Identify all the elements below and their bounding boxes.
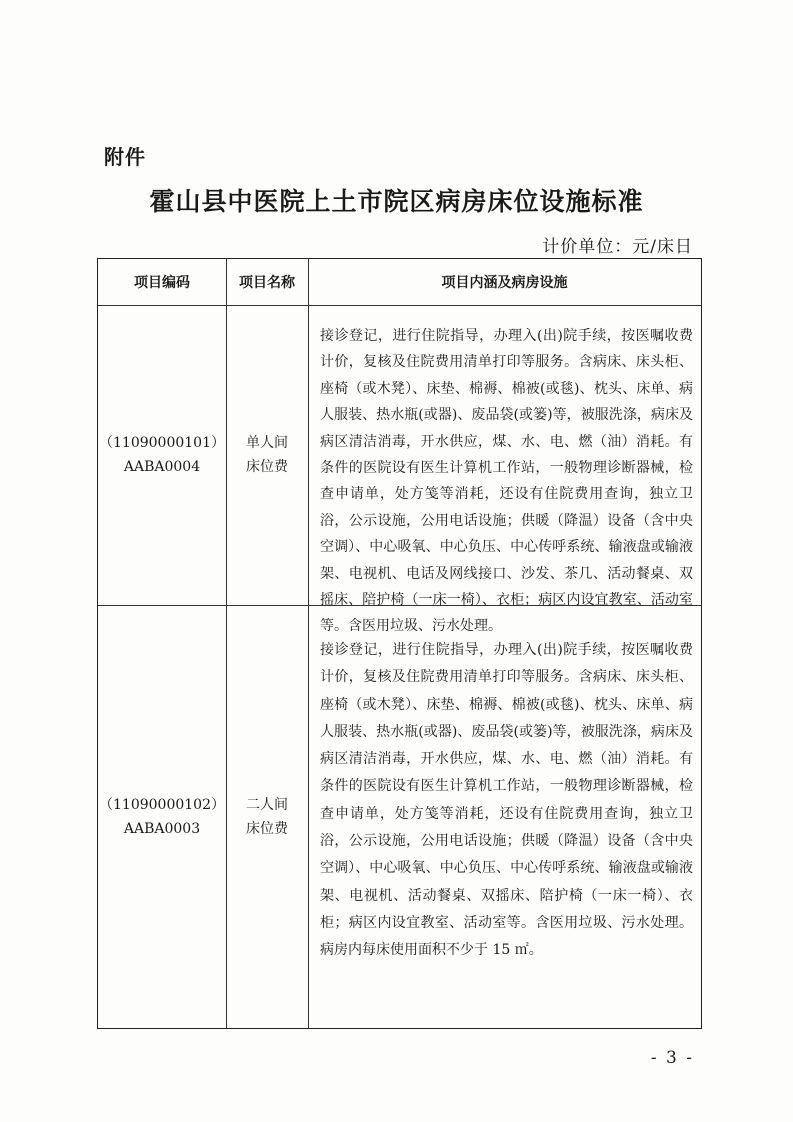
item-name: 单人间床位费 (246, 435, 288, 475)
facility-standards-table (97, 258, 702, 1029)
row-1-content: 接诊登记，进行住院指导，办理入(出)院手续，按医嘱收费计价，复核及住院费用清单打印等服务。含病床、床头柜、座椅（或木凳）、床垫、棉褥、棉被(或毯)、枕头、床单、病人服装、热水瓶(或器)、废品袋(或篓)等，被服洗涤，病床及病区清洁消毒，开水供应，煤、水、电、燃（油）消耗。有条件的医院设有医生计算机工作站，一般物理诊断器械，检查申请单，处方笺等消耗，还设有住院费用查询，独立卫浴，公示设施，公用电话设施；供暖（降温）设备（含中央空调）、中心吸氧、中心负压、中心传呼系统、输液盘或输液架、电视机、电话及网线接口、沙发、茶几、活动餐桌、双摇床、陪护椅（一床一椅）、衣柜；病区内设宜教室、活动室等。含医用垃圾、污水处理。 (320, 328, 693, 635)
item-code: （11090000101） (99, 435, 225, 451)
row-1-name (226, 305, 308, 605)
attachment-label: 附件 (104, 145, 146, 169)
column-divider (308, 259, 309, 1028)
header-content: 项目内涵及病房设施 (441, 275, 568, 291)
item-name: 二人间床位费 (246, 796, 288, 837)
document-title: 霍山县中医院上土市院区病房床位设施标准 (149, 187, 644, 216)
row-2-name (226, 605, 308, 1028)
row-1-code (98, 305, 226, 605)
header-code: 项目编码 (134, 275, 190, 291)
row-2-code (98, 605, 226, 1028)
page-number: - 3 - (650, 1048, 694, 1068)
item-code: （11090000102） (99, 796, 225, 813)
header-name: 项目名称 (239, 275, 295, 291)
item-subcode: AABA0004 (123, 459, 201, 475)
row-2-content: 接诊登记，进行住院指导，办理入(出)院手续，按医嘱收费计价，复核及住院费用清单打印等服务。含病床、床头柜、座椅（或木凳）、床垫、棉褥、棉被(或毯)、枕头、床单、病人服装、热水瓶(或器)、废品袋(或篓)等，被服洗涤，病床及病区清洁消毒，开水供应，煤、水、电、燃（油）消耗。有条件的医院设有医生计算机工作站，一般物理诊断器械，检查申请单，处方笺等消耗，还设有住院费用查询，独立卫浴，公示设施，公用电话设施；供暖（降温）设备（含中央空调）、中心吸氧、中心负压、中心传呼系统、输液盘或输液架、电视机、活动餐桌、双摇床、陪护椅（一床一椅）、衣柜；病区内设宜教室、活动室等。含医用垃圾、污水处理。病房内每床使用面积不少于 15 ㎡。 (320, 642, 693, 959)
item-subcode: AABA0003 (123, 820, 201, 837)
pricing-unit: 计价单位：元/床日 (542, 237, 693, 257)
